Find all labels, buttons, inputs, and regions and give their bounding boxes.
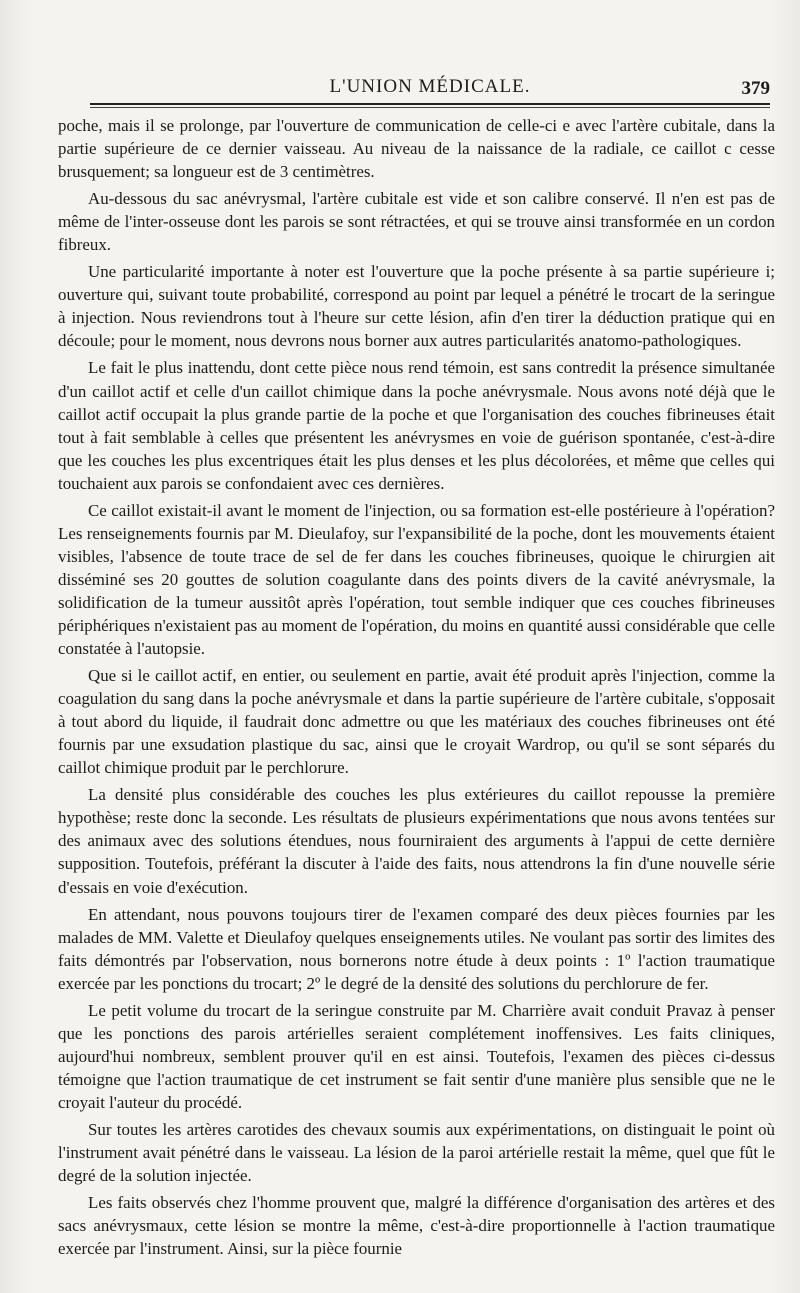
paragraph: Sur toutes les artères carotides des chevaux soumis aux expérimentations, on distinguait le point où l'instrument avait pénétré dans le vaisseau. La lésion de la paroi artérielle restait la même, quel que fût le degré de la solution injectée.: [58, 1119, 775, 1186]
paragraph: Que si le caillot actif, en entier, ou seulement en partie, avait été produit après l'injection, comme la coagulation du sang dans la poche anévrysmale et dans la partie supérieure de l'artère cubitale, s'opposait à tout abord du liquide, il faudrait donc admettre ou que les matériaux des couches fibrineuses ont été fournis par une exsudation plastique du sac, ainsi que le croyait Wardrop, ou qu'il se sont séparés du caillot chimique produit par le perchlorure.: [58, 666, 775, 778]
header-rule-thin: [90, 107, 770, 108]
paragraph: En attendant, nous pouvons toujours tirer de l'examen comparé des deux pièces fournies par les malades de MM. Valette et Dieulafoy quelques enseignements utiles. Ne voulant pas sortir des limites des faits démontrés par l'observation, nous bornerons notre étude à deux points : 1º l'action traumatique exercée par les ponctions du trocart; 2º le degré de la densité des solutions du perchlorure de fer.: [58, 904, 775, 993]
paragraph: Au-dessous du sac anévrysmal, l'artère cubitale est vide et son calibre conservé. Il n'en est pas de même de l'inter-osseuse dont les parois se sont rétractées, et qui se trouve ainsi transformée en un cordon fibreux.: [58, 189, 775, 255]
paragraph: Les faits observés chez l'homme prouvent que, malgré la différence d'organisation des artères et des sacs anévrysmaux, cette lésion se montre la même, c'est-à-dire proportionnelle à l'action traumatique exercée par l'instrument. Ainsi, sur la pièce fournie: [58, 1193, 775, 1259]
paragraph: Ce caillot existait-il avant le moment de l'injection, ou sa formation est-elle postérieure à l'opération? Les renseignements fournis par M. Dieulafoy, sur l'expansibilité de la poche, dont les mouvements étaient visibles, l'absence de toute trace de sel de fer dans les couches fibrineuses, quoique le chirurgien ait disséminé ses 20 gouttes de solution coagulante dans des points divers de la cavité anévrysmale, la solidification de la tumeur aussitôt après l'opération, tout semble indiquer que ces couches fibrineuses périphériques n'existaient pas au moment de l'opération, du moins en quantité aussi considérable que celle constatée à l'autopsie.: [58, 500, 775, 659]
paragraph: Le petit volume du trocart de la seringue construite par M. Charrière avait conduit Pravaz à penser que les ponctions des parois artérielles seraient complétement inoffensives. Les faits cliniques, aujourd'hui nombreux, semblent prouver qu'il en est ainsi. Toutefois, l'examen des pièces ci-dessus témoigne que l'action traumatique de cet instrument se fait sentir d'une manière plus sensible que ne le croyait l'auteur du procédé.: [58, 1000, 775, 1112]
page-number: 379: [741, 78, 770, 99]
paragraph: Le fait le plus inattendu, dont cette pièce nous rend témoin, est sans contredit la présence simultanée d'un caillot actif et celle d'un caillot chimique dans la poche anévrysmale. Nous avons noté déjà que le caillot actif occupait la plus grande partie de la poche et que l'organisation des couches fibrineuses était tout à fait semblable à celles que présentent les anévrysmes en voie de guérison spontanée, c'est-à-dire que les couches les plus excentriques était les plus denses et les plus décolorées, et même que celles qui touchaient aux parois se confondaient avec ces dernières.: [58, 358, 775, 493]
journal-title: L'UNION MÉDICALE.: [329, 76, 531, 97]
paragraph: Une particularité importante à noter est l'ouverture que la poche présente à sa partie supérieure i; ouverture qui, suivant toute probabilité, correspond au point par lequel a pénétré le trocart de la seringue à injection. Nous reviendrons tout à l'heure sur cette lésion, afin d'en tirer la déduction pratique qui en découle; pour le moment, nous devrons nous borner aux autres particularités anatomo-pathologiques.: [58, 262, 775, 351]
article-body: [58, 114, 775, 1264]
running-head: [90, 76, 770, 102]
header-rule: [90, 103, 770, 105]
paragraph: poche, mais il se prolonge, par l'ouverture de communication de celle-ci e avec l'artère cubitale, dans la partie supérieure de ce dernier vaisseau. Au niveau de la naissance de la radiale, ce caillot c cesse brusquement; sa longueur est de 3 centimètres.: [58, 116, 775, 182]
paragraph: La densité plus considérable des couches les plus extérieures du caillot repousse la première hypothèse; reste donc la seconde. Les résultats de plusieurs expérimentations que nous avons tentées sur des animaux avec des solutions étendues, nous fourniraient des arguments à l'appui de cette dernière supposition. Toutefois, préférant la discuter à l'aide des faits, nous attendrons la fin d'une nouvelle série d'essais en voie d'exécution.: [58, 785, 775, 897]
